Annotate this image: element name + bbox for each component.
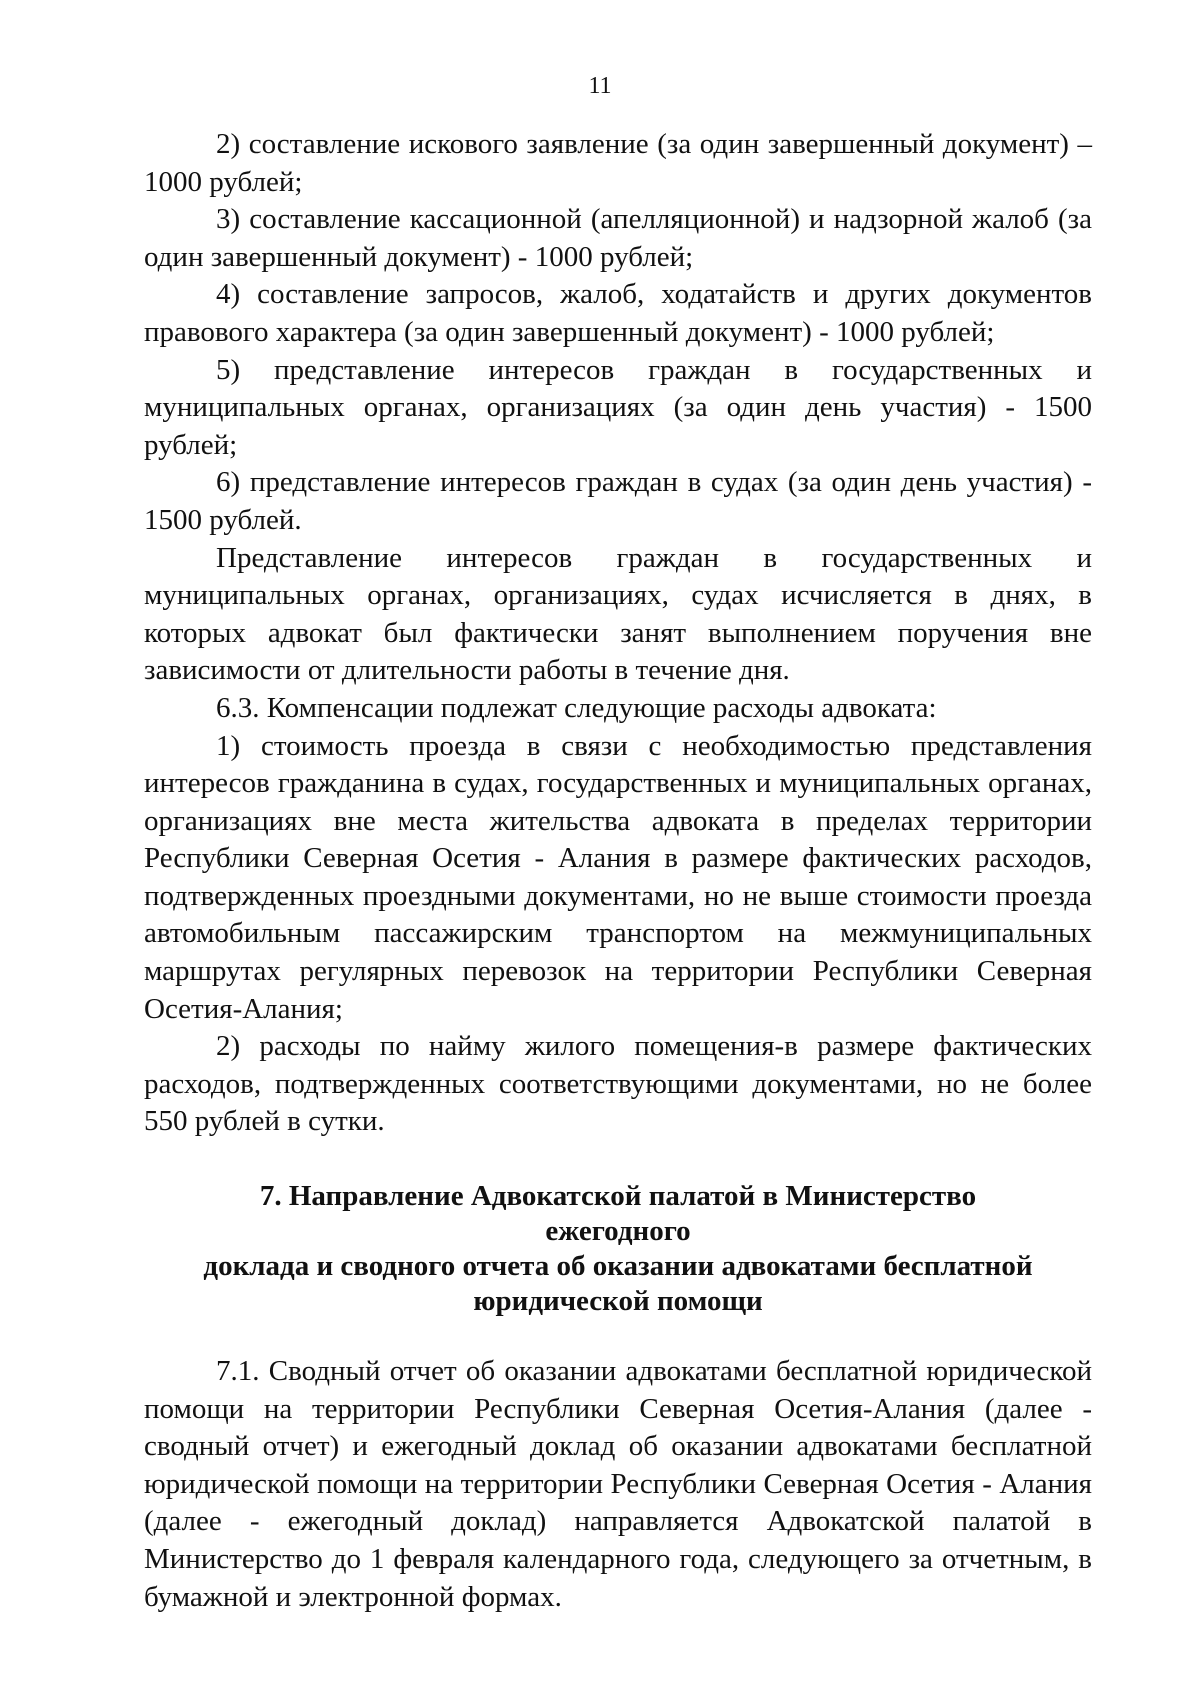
- section-heading: [144, 1179, 1092, 1319]
- paragraph-item-6: 6) представление интересов граждан в судах (за один день участия) - 1500 рублей.: [144, 466, 1092, 536]
- paragraph-7-1: 7.1. Сводный отчет об оказании адвокатами бесплатной юридической помощи на территории Республики Северная Осетия-Алания (далее - сводный отчет) и ежегодный доклад об оказании адвокатами бесплатной юридической помощи на территории Республики Северная Осетия - Алания (далее - ежегодный доклад) направляется Адвокатской палатой в Министерство до 1 февраля календарного года, следующего за отчетным, в бумажной и электронной формах.: [144, 1355, 1092, 1613]
- paragraph-item-4: 4) составление запросов, жалоб, ходатайств и других документов правового характера (за один завершенный документ) - 1000 рублей;: [144, 278, 1092, 348]
- document-body: [144, 126, 1092, 1616]
- paragraph-item-3: 3) составление кассационной (апелляционной) и надзорной жалоб (за один завершенный документ) - 1000 рублей;: [144, 203, 1092, 273]
- section-heading-line-2: доклада и сводного отчета об оказании адвокатами бесплатной: [203, 1250, 1033, 1283]
- page-number: 11: [588, 73, 612, 99]
- section-heading-line-1: 7. Направление Адвокатской палатой в Министерство ежегодного: [259, 1180, 977, 1248]
- paragraph-compensation-1: 1) стоимость проезда в связи с необходимостью представления интересов гражданина в судах, государственных и муниципальных органах, организациях вне места жительства адвоката в пределах территории Республики Северная Осетия - Алания в размере фактических расходов, подтвержденных проездными документами, но не выше стоимости проезда автомобильным пассажирским транспортом на межмуниципальных маршрутах регулярных перевозок на территории Республики Северная Осетия-Алания;: [144, 729, 1092, 1025]
- section-heading-line-3: юридической помощи: [473, 1285, 763, 1318]
- paragraph-representation-note: Представление интересов граждан в государственных и муниципальных органах, организациях, судах исчисляется в днях, в которых адвокат был фактически занят выполнением поручения вне зависимости от длительности работы в течение дня.: [144, 541, 1092, 687]
- paragraph-6-3: 6.3. Компенсации подлежат следующие расходы адвоката:: [216, 691, 937, 724]
- paragraph-compensation-2: 2) расходы по найму жилого помещения-в размере фактических расходов, подтвержденных соответствующими документами, но не более 550 рублей в сутки.: [144, 1030, 1092, 1138]
- paragraph-item-2: 2) составление искового заявление (за один завершенный документ) – 1000 рублей;: [144, 128, 1092, 198]
- paragraph-item-5: 5) представление интересов граждан в государственных и муниципальных органах, организациях (за один день участия) - 1500 рублей;: [144, 353, 1092, 461]
